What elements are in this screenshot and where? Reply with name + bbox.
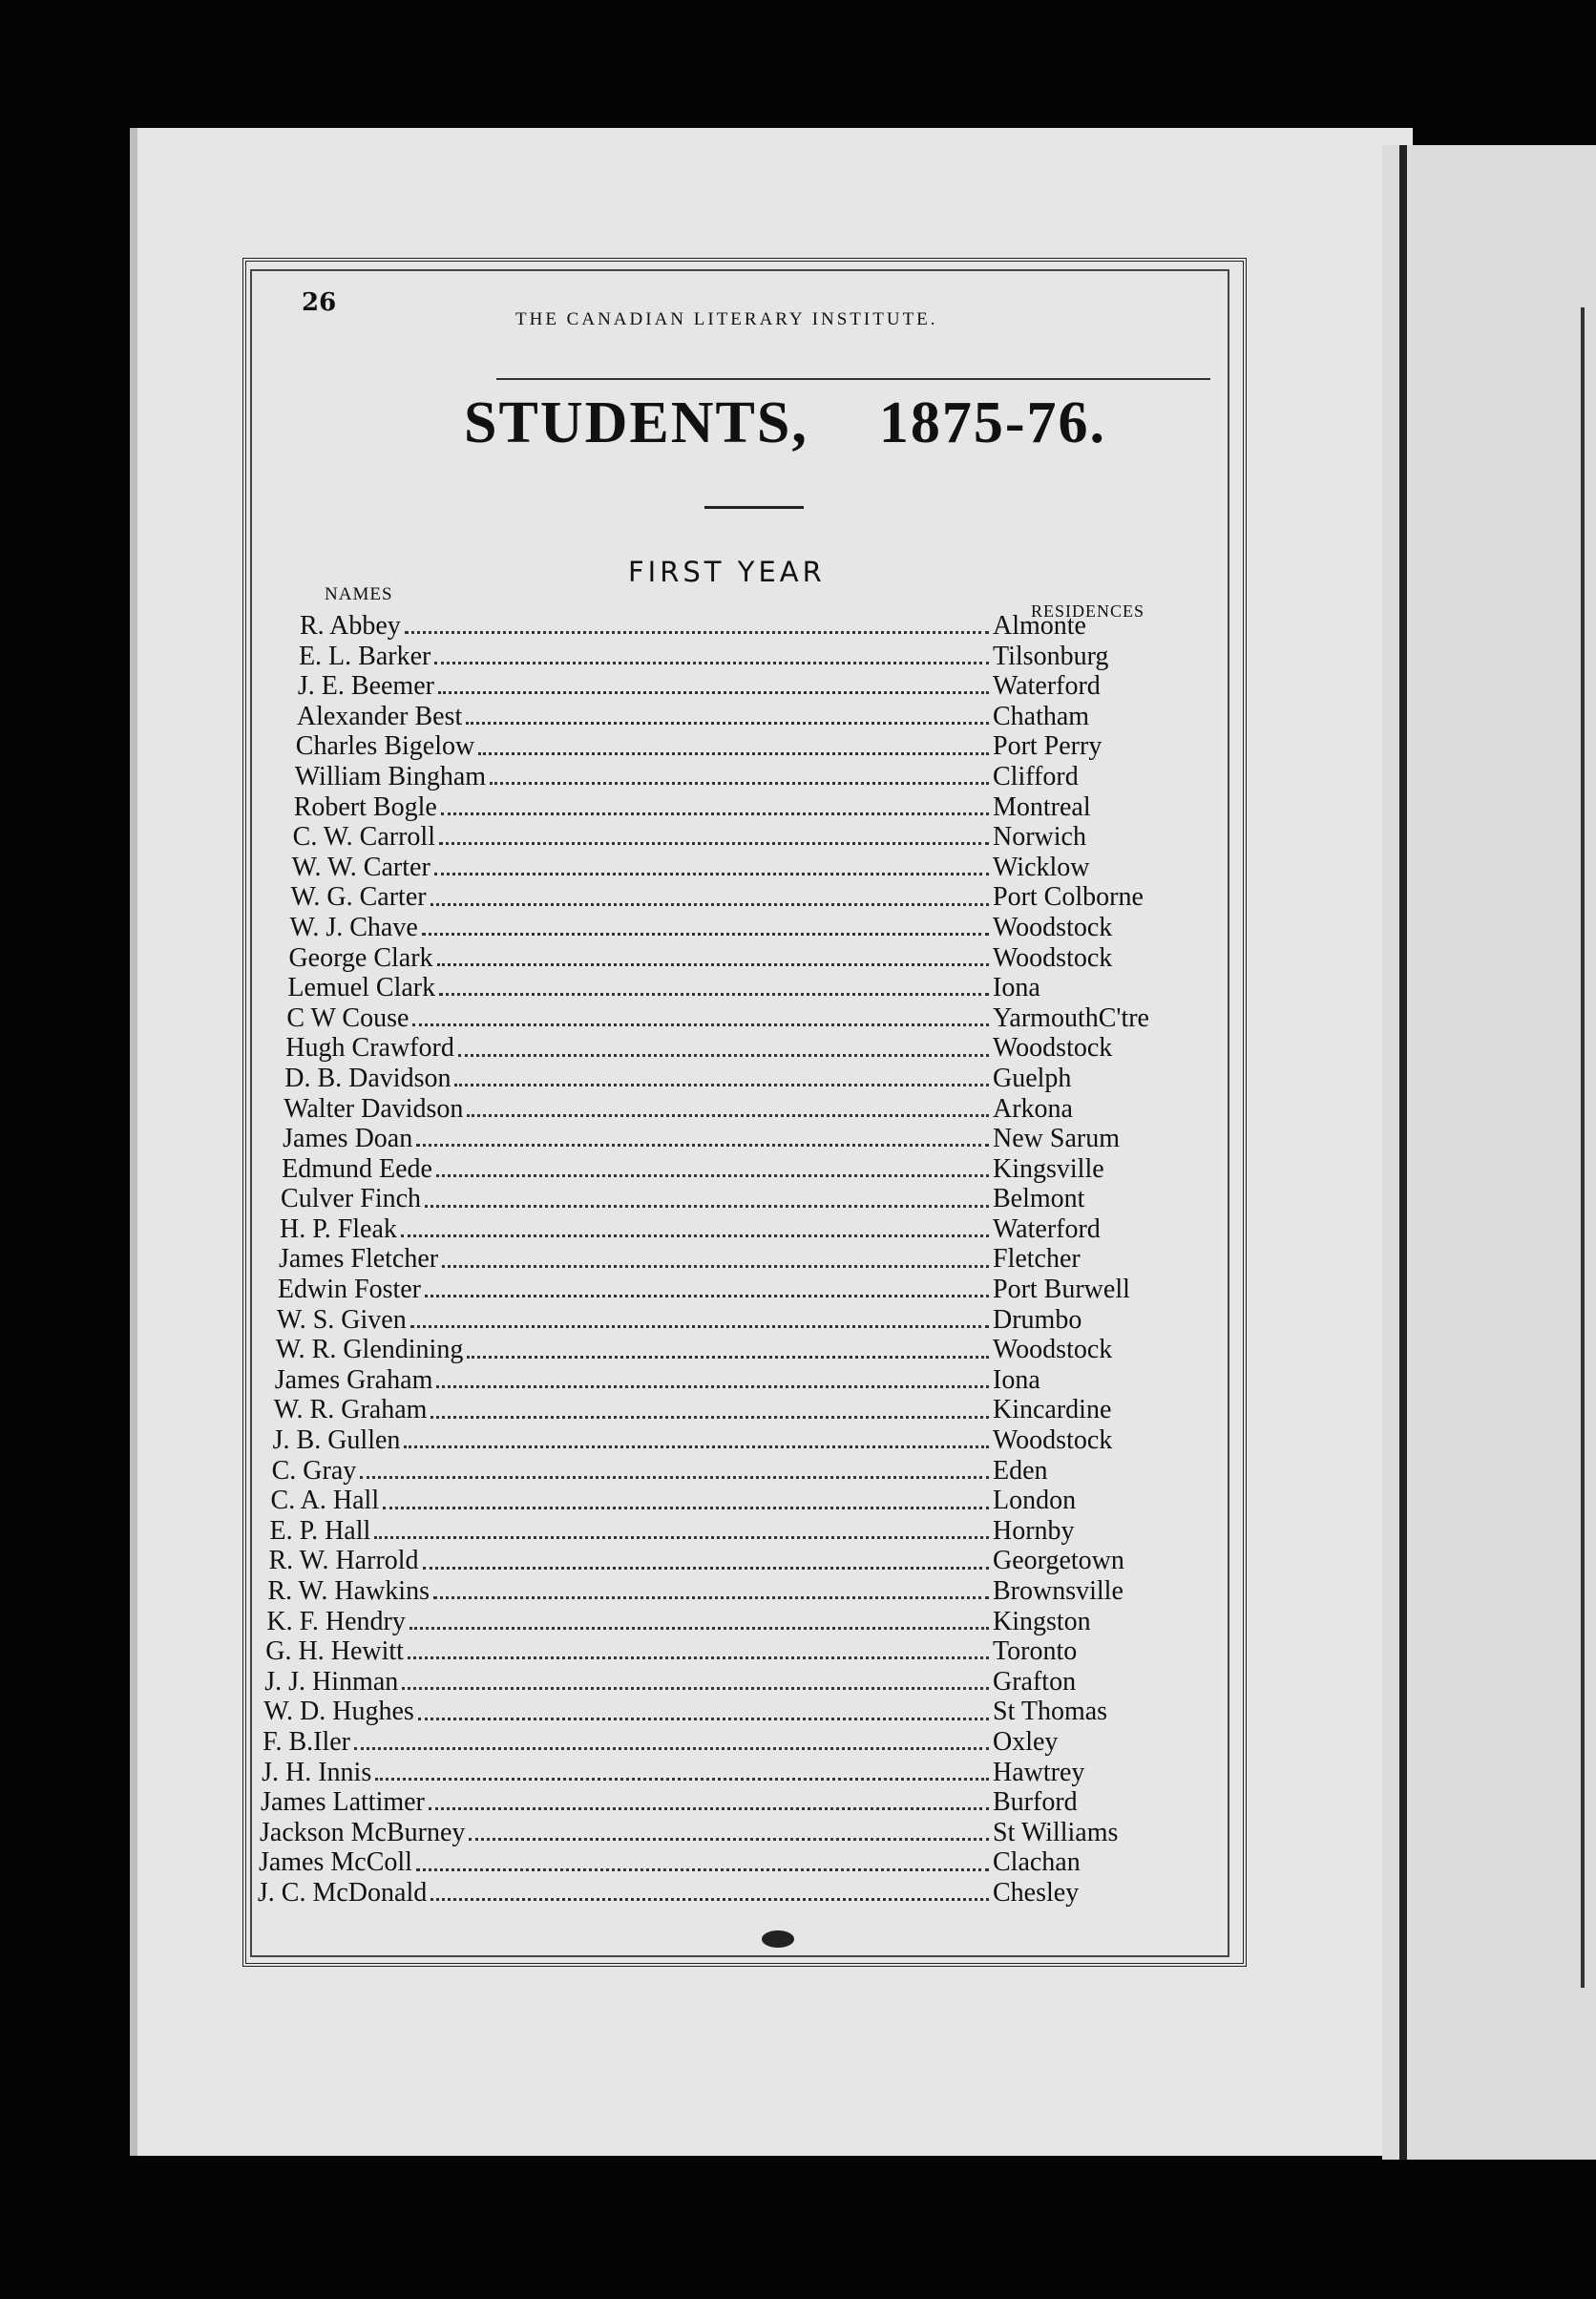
student-name: E. P. Hall: [269, 1515, 371, 1546]
student-name: James Doan: [283, 1124, 413, 1154]
student-residence: Norwich: [993, 822, 1086, 853]
list-item: [275, 1365, 1203, 1396]
leader-dots: [383, 1507, 989, 1509]
list-item: [264, 1667, 1203, 1698]
student-name: K. F. Hendry: [266, 1606, 406, 1636]
leader-dots: [437, 963, 989, 966]
list-item: [270, 1516, 1204, 1547]
student-residence: Iona: [993, 973, 1040, 1003]
student-name: C. Gray: [271, 1455, 357, 1486]
leader-dots: [412, 1023, 989, 1026]
student-name: W. R. Glendining: [275, 1335, 464, 1365]
title-year: 1875-76.: [878, 390, 1107, 455]
student-residence: London: [993, 1486, 1077, 1516]
list-item: [283, 1124, 1203, 1154]
leader-dots: [405, 631, 989, 634]
student-residence: Hawtrey: [993, 1757, 1085, 1787]
list-item: [300, 611, 1203, 642]
gutter-line: [1399, 145, 1407, 2160]
student-residence: Woodstock: [993, 912, 1113, 942]
student-residence: Eden: [993, 1455, 1048, 1486]
column-header-residences: RESIDENCES: [1031, 601, 1145, 621]
student-residence: Kingston: [993, 1606, 1091, 1636]
student-name: D. B. Davidson: [284, 1063, 452, 1093]
leader-dots: [401, 1234, 989, 1237]
list-item: [299, 642, 1203, 672]
student-residence: Tilsonburg: [993, 641, 1109, 671]
student-name: J. H. Innis: [262, 1757, 372, 1787]
student-residence: Waterford: [993, 671, 1101, 702]
student-residence: Woodstock: [993, 1425, 1113, 1456]
leader-dots: [467, 1114, 989, 1117]
student-residence: Port Perry: [993, 731, 1102, 762]
student-name: James Graham: [274, 1364, 433, 1395]
leader-dots: [429, 1807, 989, 1810]
student-residence: YarmouthC'tre: [993, 1002, 1149, 1033]
student-residence: Oxley: [993, 1726, 1059, 1757]
student-residence: Clifford: [993, 761, 1079, 791]
student-name: J. C. McDonald: [257, 1877, 428, 1908]
student-name: C W Couse: [286, 1002, 410, 1033]
student-residence: Clachan: [993, 1847, 1081, 1878]
student-name: W. R. Graham: [273, 1395, 428, 1425]
leader-dots: [467, 1356, 989, 1359]
student-name: Edmund Eede: [282, 1153, 432, 1184]
leader-dots: [418, 1718, 989, 1720]
leader-dots: [434, 662, 989, 664]
student-name: C. W. Carroll: [292, 822, 435, 853]
leader-dots: [458, 1054, 989, 1057]
student-name: Edwin Foster: [277, 1275, 421, 1305]
header-rule: [496, 378, 1210, 380]
student-residence: Drumbo: [993, 1304, 1082, 1335]
student-residence: Iona: [993, 1364, 1040, 1395]
student-residence: Wicklow: [993, 852, 1090, 882]
student-residence: Chatham: [993, 701, 1090, 731]
student-residence: Port Colborne: [993, 882, 1144, 913]
student-name: J. J. Hinman: [264, 1666, 399, 1697]
leader-dots: [425, 1205, 989, 1208]
leader-dots: [438, 691, 989, 694]
leader-dots: [439, 993, 989, 996]
list-item: [282, 1154, 1203, 1185]
student-residence: Burford: [993, 1787, 1078, 1818]
list-item: [258, 1878, 1203, 1909]
leader-dots: [436, 1385, 989, 1388]
list-item: [290, 913, 1204, 943]
list-item: [279, 1244, 1203, 1275]
student-residence: St Thomas: [993, 1697, 1108, 1727]
student-name: W. D. Hughes: [263, 1697, 414, 1727]
student-name: James Lattimer: [261, 1787, 425, 1818]
student-residence: Arkona: [993, 1093, 1073, 1124]
student-name: Hugh Crawford: [285, 1033, 454, 1064]
leader-dots: [434, 873, 989, 875]
student-residence: Guelph: [993, 1063, 1072, 1093]
student-name: C. A. Hall: [270, 1486, 380, 1516]
student-residence: Kingsville: [993, 1153, 1104, 1184]
student-name: W. W. Carter: [291, 852, 430, 882]
list-item: [273, 1425, 1203, 1456]
student-residence: Fletcher: [993, 1244, 1081, 1275]
student-name: R. W. Harrold: [268, 1546, 419, 1576]
list-item: [263, 1697, 1203, 1727]
list-item: [281, 1184, 1203, 1214]
list-item: [280, 1214, 1203, 1245]
running-head: THE CANADIAN LITERARY INSTITUTE.: [515, 309, 938, 329]
leader-dots: [423, 1567, 989, 1570]
title-main: STUDENTS,: [464, 390, 808, 455]
student-name: Jackson McBurney: [260, 1817, 466, 1847]
leader-dots: [478, 752, 989, 755]
leader-dots: [375, 1778, 989, 1781]
list-item: [284, 1094, 1203, 1125]
list-item: [260, 1818, 1203, 1848]
student-name: James McColl: [258, 1847, 412, 1878]
leader-dots: [466, 722, 989, 725]
list-item: [262, 1727, 1203, 1758]
leader-dots: [402, 1687, 989, 1690]
column-header-names: NAMES: [325, 584, 393, 604]
student-residence: Georgetown: [993, 1546, 1124, 1576]
leader-dots: [416, 1868, 989, 1871]
list-item: [295, 762, 1203, 792]
student-residence: St Williams: [993, 1817, 1119, 1847]
list-item: [261, 1787, 1203, 1818]
leader-dots: [374, 1536, 989, 1539]
list-item: [292, 853, 1203, 883]
list-item: [291, 882, 1203, 913]
list-item: [297, 702, 1203, 732]
student-residence: Woodstock: [993, 1335, 1113, 1365]
list-item: [285, 1033, 1203, 1064]
leader-dots: [436, 1174, 989, 1177]
list-item: [276, 1335, 1203, 1365]
student-name: J. E. Beemer: [297, 671, 434, 702]
student-residence: Montreal: [993, 791, 1091, 822]
student-name: Culver Finch: [281, 1184, 422, 1214]
leader-dots: [454, 1084, 989, 1086]
student-name: E. L. Barker: [298, 641, 431, 671]
leader-dots: [439, 842, 989, 845]
student-name: Robert Bogle: [293, 791, 437, 822]
list-item: [271, 1486, 1203, 1516]
list-item: [294, 792, 1203, 823]
list-item: [288, 943, 1203, 974]
student-residence: Almonte: [993, 611, 1086, 641]
leader-dots: [425, 1295, 989, 1297]
list-item: [272, 1456, 1203, 1487]
student-name: R. Abbey: [300, 611, 401, 641]
student-residence: Belmont: [993, 1184, 1085, 1214]
student-name: James Fletcher: [278, 1244, 439, 1275]
student-name: G. H. Hewitt: [265, 1636, 404, 1667]
leader-dots: [410, 1325, 989, 1328]
leader-dots: [416, 1144, 989, 1147]
list-item: [286, 1003, 1203, 1034]
list-item: [298, 671, 1203, 702]
leader-dots: [410, 1627, 989, 1630]
student-name: Lemuel Clark: [287, 973, 436, 1003]
student-name: Charles Bigelow: [295, 731, 475, 762]
leader-dots: [404, 1445, 989, 1448]
student-name: F. B.Iler: [262, 1726, 351, 1757]
student-name: W. J. Chave: [289, 912, 418, 942]
student-list: [258, 611, 1203, 1909]
student-residence: Grafton: [993, 1666, 1077, 1697]
list-item: [262, 1758, 1203, 1788]
list-item: [277, 1305, 1203, 1336]
leader-dots: [354, 1747, 989, 1750]
list-item: [265, 1636, 1203, 1667]
leader-dots: [430, 903, 989, 906]
student-residence: Hornby: [993, 1515, 1075, 1546]
leader-dots: [442, 1265, 989, 1268]
student-residence: Toronto: [993, 1636, 1078, 1667]
list-item: [266, 1607, 1203, 1637]
facing-page-frame: [1581, 307, 1585, 1988]
student-name: R. W. Hawkins: [267, 1576, 430, 1606]
list-item: [287, 973, 1203, 1003]
list-item: [268, 1546, 1203, 1576]
student-residence: New Sarum: [993, 1124, 1120, 1154]
student-name: J. B. Gullen: [272, 1425, 401, 1456]
student-name: William Bingham: [294, 761, 487, 791]
leader-dots: [430, 1416, 989, 1419]
list-item: [267, 1576, 1203, 1607]
student-residence: Woodstock: [993, 942, 1113, 973]
student-name: Walter Davidson: [284, 1093, 464, 1124]
student-name: H. P. Fleak: [280, 1213, 397, 1244]
leader-dots: [422, 933, 989, 936]
leader-dots: [441, 812, 989, 815]
list-item: [259, 1847, 1203, 1878]
student-name: George Clark: [288, 942, 433, 973]
title-rule: [704, 506, 804, 509]
section-heading: FIRST YEAR: [628, 556, 826, 588]
page-title: [464, 390, 1106, 457]
leader-dots: [469, 1838, 989, 1841]
leader-dots: [430, 1898, 989, 1901]
leader-dots: [408, 1656, 989, 1659]
student-residence: Waterford: [993, 1213, 1101, 1244]
student-name: W. G. Carter: [290, 882, 427, 913]
student-residence: Chesley: [993, 1877, 1080, 1908]
student-residence: Woodstock: [993, 1033, 1113, 1064]
ink-smudge: [762, 1930, 794, 1948]
leader-dots: [490, 782, 989, 785]
list-item: [274, 1395, 1203, 1425]
page-number: 26: [302, 288, 337, 317]
student-name: W. S. Given: [276, 1304, 407, 1335]
list-item: [293, 822, 1203, 853]
list-item: [278, 1275, 1203, 1305]
facing-page: [1382, 145, 1596, 2160]
student-residence: Port Burwell: [993, 1275, 1130, 1305]
student-residence: Brownsville: [993, 1576, 1124, 1606]
list-item: [296, 731, 1203, 762]
leader-dots: [433, 1596, 989, 1599]
student-name: Alexander Best: [296, 701, 463, 731]
student-residence: Kincardine: [993, 1395, 1112, 1425]
leader-dots: [360, 1476, 989, 1479]
list-item: [284, 1064, 1203, 1094]
